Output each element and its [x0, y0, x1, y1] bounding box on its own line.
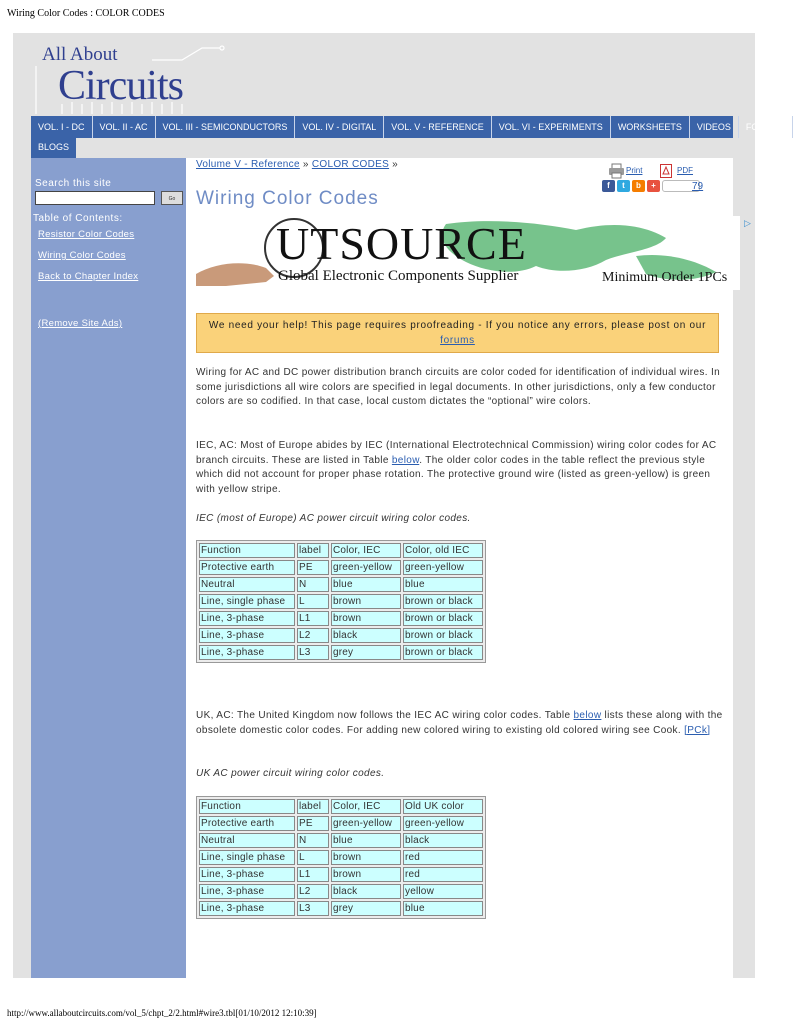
table-cell: brown	[331, 611, 401, 626]
share-buttons	[602, 180, 700, 192]
table-cell: yellow	[403, 884, 483, 899]
table-cell: red	[403, 867, 483, 882]
table-cell: L3	[297, 901, 329, 916]
sidebar-link-chapter-index[interactable]: Back to Chapter Index	[38, 271, 139, 282]
table-cell: L1	[297, 867, 329, 882]
table-header-cell: Function	[199, 799, 295, 814]
uk-paragraph-text: UK, AC: The United Kingdom now follows the IEC AC wiring color codes. Table	[196, 710, 574, 721]
table-cell: black	[403, 833, 483, 848]
share-count[interactable]: 79	[692, 181, 704, 192]
toc-label: Table of Contents:	[33, 213, 123, 224]
table-cell: brown	[331, 594, 401, 609]
table-cell: brown or black	[403, 611, 483, 626]
nav-vol-6[interactable]: VOL. VI - EXPERIMENTS	[492, 116, 611, 138]
table-cell: brown or black	[403, 645, 483, 660]
table-cell: L2	[297, 884, 329, 899]
table-cell: brown	[331, 867, 401, 882]
sidebar-link-resistor-color-codes[interactable]: Resistor Color Codes	[38, 229, 135, 240]
iec-paragraph-text: IEC, AC: Most of Europe abides by IEC (International Electrotechnical Commission) wiring color codes for AC branch circuits. These are listed in Table	[196, 440, 717, 466]
table-header-row	[199, 799, 483, 814]
main-nav	[31, 116, 785, 138]
pdf-icon[interactable]	[660, 164, 672, 178]
table-header-cell: Color, IEC	[331, 543, 401, 558]
table-cell: N	[297, 833, 329, 848]
uk-color-table	[196, 796, 486, 919]
table-cell: Line, 3-phase	[199, 611, 295, 626]
table-cell: brown or black	[403, 628, 483, 643]
citation-link[interactable]: [PCk]	[684, 724, 711, 736]
table-row	[199, 867, 483, 882]
table-cell: PE	[297, 816, 329, 831]
nav-blogs[interactable]: BLOGS	[31, 138, 76, 158]
ad-order: Minimum Order 1PCs	[602, 270, 728, 285]
table-header-cell: Color, IEC	[331, 799, 401, 814]
nav-forums[interactable]: FORUMS	[739, 116, 793, 138]
uk-paragraph-text-end: lists these along with the obsolete domestic color codes. For adding new colored wiring to existing old colored wiring see Cook.	[196, 710, 723, 736]
table-cell: Neutral	[199, 577, 295, 592]
table-cell: green-yellow	[403, 560, 483, 575]
table-row	[199, 594, 483, 609]
table-header-cell: Function	[199, 543, 295, 558]
table-row	[199, 833, 483, 848]
iec-color-table	[196, 540, 486, 663]
table-cell: green-yellow	[331, 816, 401, 831]
table-cell: Line, single phase	[199, 850, 295, 865]
table-row	[199, 645, 483, 660]
site-logo[interactable]	[32, 42, 232, 118]
notice-text: We need your help! This page requires proofreading - If you notice any errors, please post on our	[208, 320, 707, 331]
table-row	[199, 850, 483, 865]
table-row	[199, 611, 483, 626]
proofreading-notice	[196, 313, 719, 353]
blogger-icon[interactable]: b	[632, 180, 645, 192]
table-cell: L1	[297, 611, 329, 626]
nav-vol-5[interactable]: VOL. V - REFERENCE	[384, 116, 492, 138]
table-cell: grey	[331, 645, 401, 660]
search-input[interactable]	[35, 191, 155, 205]
table-header-cell: Old UK color	[403, 799, 483, 814]
search-label: Search this site	[35, 178, 112, 189]
remove-site-ads-link[interactable]: (Remove Site Ads)	[38, 318, 123, 329]
table-cell: green-yellow	[331, 560, 401, 575]
table-row	[199, 901, 483, 916]
table-row	[199, 884, 483, 899]
table-cell: red	[403, 850, 483, 865]
table1-caption: IEC (most of Europe) AC power circuit wiring color codes.	[196, 513, 471, 524]
iec-paragraph-text-end: . The older color codes in the table reflect the previous style which did not account for proper phase rotation. The protective ground wire (listed as green-yellow) is green with yellow stripe.	[196, 454, 711, 495]
ad-choices-icon[interactable]: ▷	[744, 218, 751, 228]
table-cell: blue	[403, 577, 483, 592]
printer-icon[interactable]	[609, 164, 625, 178]
table-cell: Line, 3-phase	[199, 628, 295, 643]
table-row	[199, 577, 483, 592]
breadcrumb-separator: »	[389, 159, 399, 170]
table-header-cell: label	[297, 799, 329, 814]
table-row	[199, 628, 483, 643]
table-cell: L	[297, 594, 329, 609]
table-cell: Protective earth	[199, 816, 295, 831]
sidebar-link-wiring-color-codes[interactable]: Wiring Color Codes	[38, 250, 126, 261]
nav-vol-3[interactable]: VOL. III - SEMICONDUCTORS	[156, 116, 296, 138]
ad-tagline: Global Electronic Components Supplier	[278, 268, 519, 284]
search-go-button[interactable]: Go	[161, 191, 183, 205]
table-cell: L	[297, 850, 329, 865]
print-link[interactable]: Print	[626, 166, 643, 175]
print-header-title: Wiring Color Codes : COLOR CODES	[7, 8, 165, 19]
notice-forums-link[interactable]: forums	[440, 335, 475, 346]
logo-text-main: Circuits	[58, 63, 183, 109]
table-cell: blue	[403, 901, 483, 916]
table-cell: L3	[297, 645, 329, 660]
table-cell: Line, 3-phase	[199, 884, 295, 899]
table-cell: grey	[331, 901, 401, 916]
ad-banner[interactable]	[196, 216, 740, 290]
table-cell: N	[297, 577, 329, 592]
addthis-icon[interactable]: +	[647, 180, 660, 192]
ad-brand: UTSOURCE	[276, 218, 527, 269]
nav-vol-4[interactable]: VOL. IV - DIGITAL	[295, 116, 384, 138]
breadcrumb-volume-5[interactable]: Volume V - Reference	[196, 159, 300, 170]
table-row	[199, 560, 483, 575]
uk-paragraph	[196, 709, 723, 738]
table-cell: green-yellow	[403, 816, 483, 831]
table-cell: Neutral	[199, 833, 295, 848]
table2-caption: UK AC power circuit wiring color codes.	[196, 768, 385, 779]
table-cell: Protective earth	[199, 560, 295, 575]
table-cell: Line, single phase	[199, 594, 295, 609]
table-cell: blue	[331, 577, 401, 592]
table-cell: brown	[331, 850, 401, 865]
table-cell: Line, 3-phase	[199, 645, 295, 660]
nav-worksheets[interactable]: WORKSHEETS	[611, 116, 690, 138]
logo-text-top: All About	[42, 44, 118, 65]
breadcrumb	[196, 159, 398, 170]
table-cell: black	[331, 628, 401, 643]
table-cell: blue	[331, 833, 401, 848]
table-cell: PE	[297, 560, 329, 575]
breadcrumb-separator: »	[299, 159, 312, 170]
breadcrumb-color-codes[interactable]: COLOR CODES	[311, 159, 390, 170]
page-title: Wiring Color Codes	[196, 188, 379, 209]
sidebar	[31, 158, 186, 978]
table-cell: black	[331, 884, 401, 899]
table-cell: Line, 3-phase	[199, 867, 295, 882]
table-cell: brown or black	[403, 594, 483, 609]
table-below-link[interactable]: below	[391, 454, 420, 466]
table-cell: L2	[297, 628, 329, 643]
nav-videos[interactable]: VIDEOS	[690, 116, 739, 138]
table-cell: Line, 3-phase	[199, 901, 295, 916]
pdf-link[interactable]: PDF	[677, 166, 693, 175]
twitter-icon[interactable]: t	[617, 180, 630, 192]
table-below-link[interactable]: below	[573, 710, 602, 721]
nav-vol-2[interactable]: VOL. II - AC	[93, 116, 156, 138]
table-header-cell: label	[297, 543, 329, 558]
print-footer-url: http://www.allaboutcircuits.com/vol_5/chpt_2/2.html#wire3.tbl[01/10/2012 12:10:39]	[7, 1008, 317, 1018]
table-row	[199, 816, 483, 831]
iec-paragraph	[196, 439, 723, 497]
intro-paragraph: Wiring for AC and DC power distribution branch circuits are color coded for identification of individual wires. In some jurisdictions all wire colors are specified in legal documents. In other jurisdictions, only a few conductor colors are so codified. In that case, local custom dictates the “optional” wire colors.	[196, 367, 721, 407]
facebook-icon[interactable]: f	[602, 180, 615, 192]
table-header-row	[199, 543, 483, 558]
nav-vol-1[interactable]: VOL. I - DC	[31, 116, 93, 138]
table-header-cell: Color, old IEC	[403, 543, 483, 558]
